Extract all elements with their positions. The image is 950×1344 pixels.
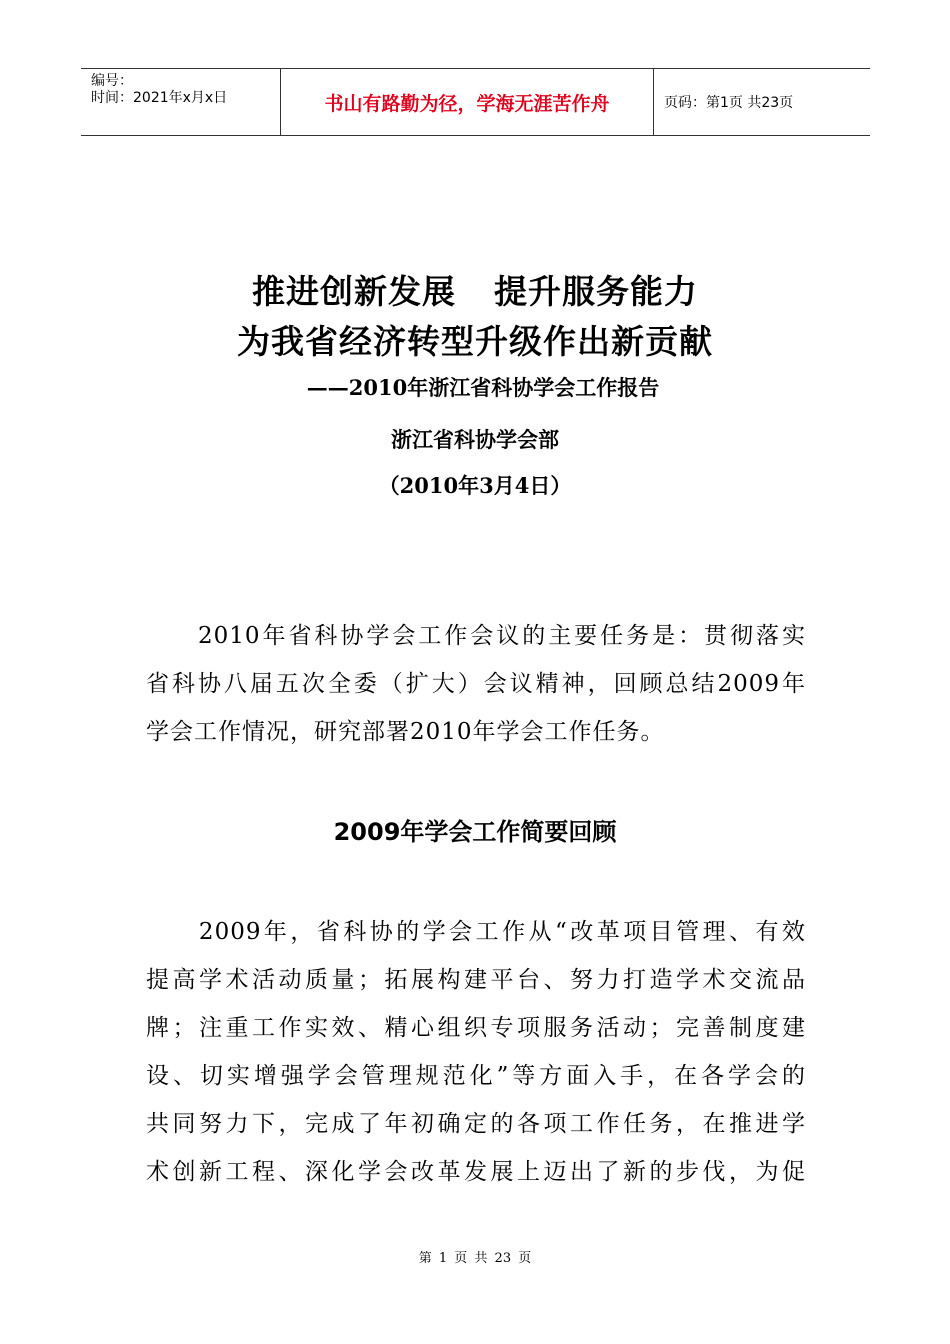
header-table (81, 68, 870, 136)
title-line-2: 为我省经济转型升级作出新贡献 (237, 322, 713, 361)
subtitle: ——2010年浙江省科协学会工作报告 (306, 375, 660, 400)
title-part-1: 推进创新发展 (252, 272, 456, 311)
intro-paragraph (146, 612, 806, 756)
section-line: 共同努力下，完成了年初确定的各项工作任务，在推进学 (146, 1111, 806, 1137)
page-info: 页码：第1页 共23页 (664, 95, 794, 111)
number-label: 编号： (91, 73, 133, 89)
time-label: 时间：2021年x月x日 (91, 90, 228, 106)
section-line: 提高学术活动质量；拓展构建平台、努力打造学术交流品 (146, 967, 806, 993)
intro-line: 2010年省科协学会工作会议的主要任务是：贯彻落实 (146, 623, 806, 649)
page-footer: 第 1 页 共 23 页 (418, 1251, 532, 1266)
section-line: 牌；注重工作实效、精心组织专项服务活动；完善制度建 (146, 1015, 806, 1041)
author: 浙江省科协学会部 (391, 427, 559, 452)
section-line: 2009年，省科协的学会工作从“改革项目管理、有效 (146, 919, 806, 945)
intro-line: 省科协八届五次全委（扩大）会议精神，回顾总结2009年 (146, 671, 806, 697)
section-heading: 2009年学会工作简要回顾 (333, 818, 617, 846)
report-date: （2010年3月4日） (378, 473, 572, 498)
section-paragraph (146, 908, 806, 1196)
header-meta-cell (81, 69, 281, 135)
section-line: 设、切实增强学会管理规范化”等方面入手，在各学会的 (146, 1063, 806, 1089)
motto: 书山有路勤为径，学海无涯苦作舟 (281, 69, 654, 135)
section-line: 术创新工程、深化学会改革发展上迈出了新的步伐，为促 (146, 1159, 806, 1185)
title-part-2: 提升服务能力 (494, 272, 698, 311)
intro-line: 学会工作情况，研究部署2010年学会工作任务。 (146, 719, 665, 745)
title-line-1 (0, 266, 950, 313)
